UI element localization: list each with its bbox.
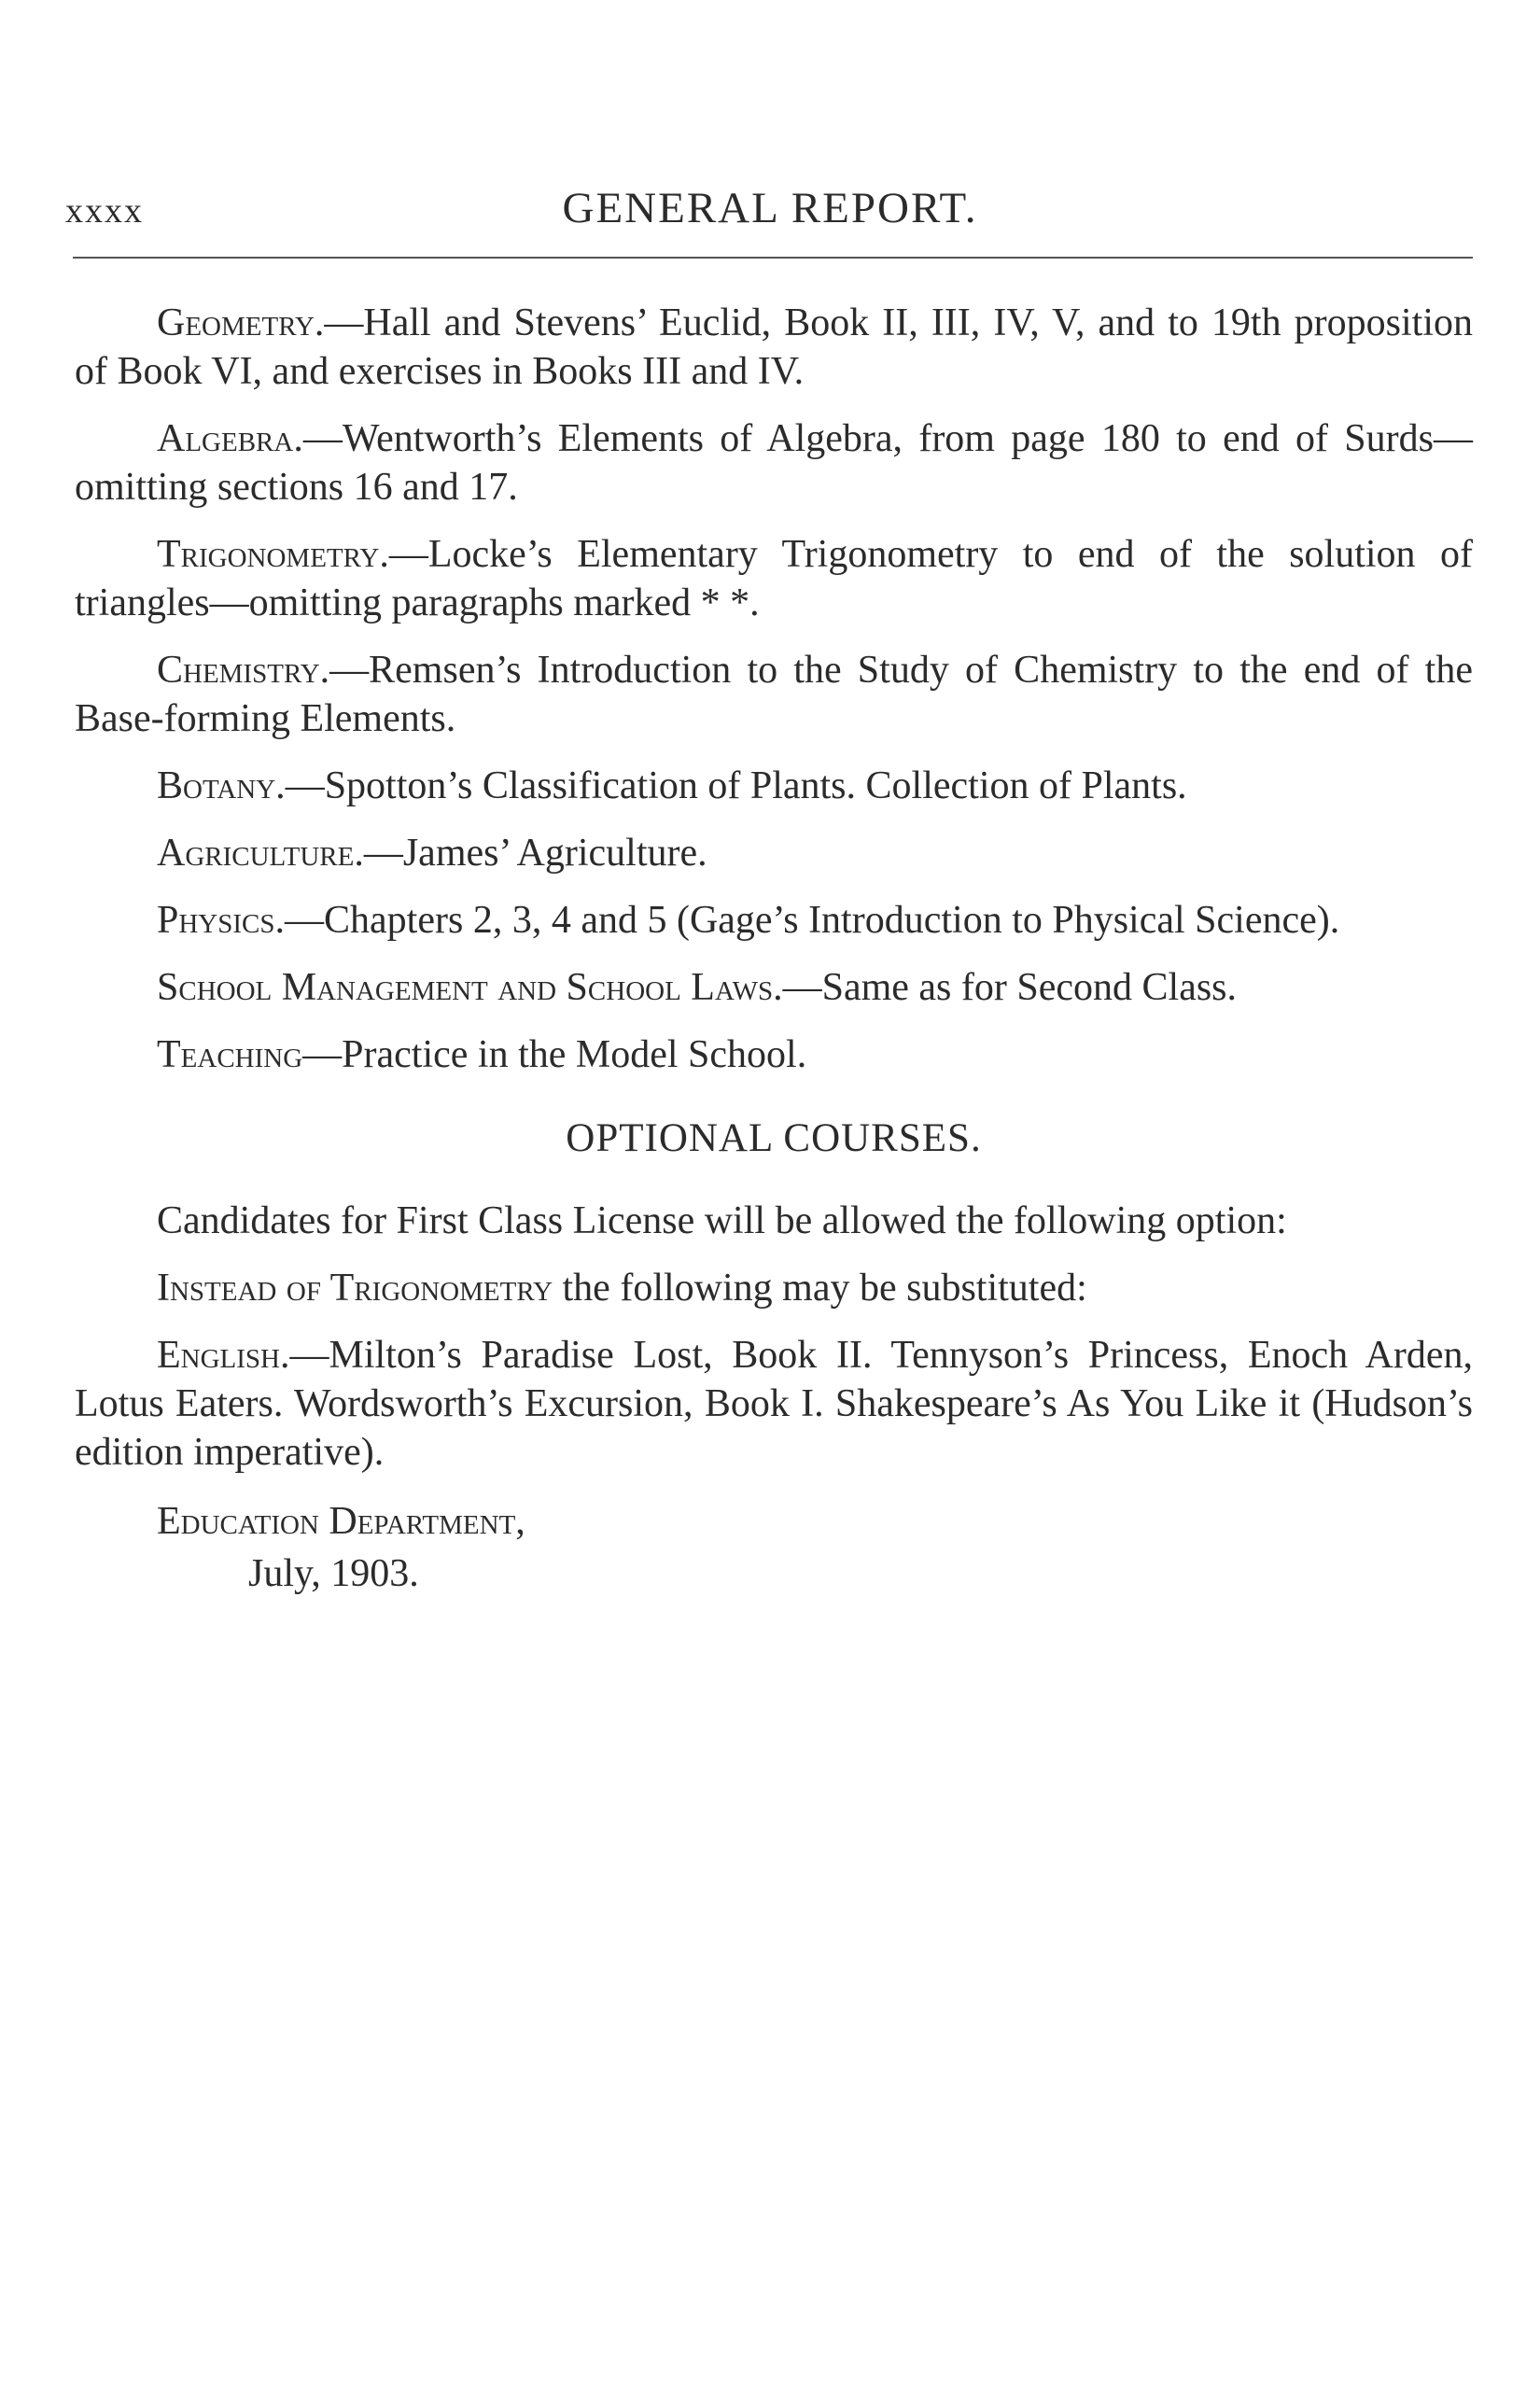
subject-label: Trigonometry. — [157, 533, 389, 576]
subject-label: Physics. — [157, 899, 286, 942]
signature-date: July, 1903. — [248, 1552, 419, 1595]
subject-label: Chemistry. — [157, 649, 330, 692]
subject-text: —Locke’s Elementary Trigonometry to end of the solution of triangles—omitting paragraphs marked * *. — [75, 533, 1473, 624]
section-heading-optional-courses: OPTIONAL COURSES. — [566, 1116, 982, 1160]
body-text — [75, 299, 1473, 1598]
subject-geometry — [75, 299, 1473, 396]
subject-agriculture — [75, 829, 1473, 877]
subject-text: —Practice in the Model School. — [302, 1033, 807, 1076]
subject-algebra — [75, 414, 1473, 511]
subject-label: Teaching — [157, 1033, 303, 1076]
subject-text: —Same as for Second Class. — [782, 966, 1238, 1009]
running-title: GENERAL REPORT. — [562, 184, 978, 232]
subject-label: School Management and School Laws. — [157, 966, 783, 1009]
optional-english — [75, 1331, 1473, 1477]
subject-physics — [75, 896, 1473, 945]
instead-label: Instead of Trigonometry — [157, 1267, 553, 1310]
subject-text: —Hall and Stevens’ Euclid, Book II, III, IV, V, and to 19th proposition of Book VI, and exercises in Books III and IV. — [75, 301, 1473, 393]
subject-text: —Spotton’s Classification of Plants. Collection of Plants. — [285, 764, 1187, 807]
subject-label: Agriculture. — [157, 832, 364, 875]
subject-botany — [75, 762, 1473, 810]
instead-text: the following may be substituted: — [553, 1267, 1087, 1310]
subject-trigonometry — [75, 530, 1473, 627]
subject-label: Geometry. — [157, 301, 325, 344]
signature-department: Education Department, — [157, 1500, 525, 1543]
subject-label: Algebra. — [157, 417, 303, 460]
subject-text: —Chapters 2, 3, 4 and 5 (Gage’s Introduction to Physical Science). — [285, 899, 1340, 942]
subject-text: —Remsen’s Introduction to the Study of Chemistry to the end of the Base-forming Elements. — [75, 649, 1473, 740]
page-number: xxxx — [65, 191, 144, 231]
english-label: English. — [157, 1334, 290, 1377]
subject-label: Botany. — [157, 764, 286, 807]
subject-teaching — [75, 1030, 1473, 1079]
page-header — [65, 183, 1475, 239]
subject-school-management — [75, 963, 1473, 1012]
optional-intro: Candidates for First Class License will be allowed the following option: — [157, 1199, 1287, 1242]
english-text: —Milton’s Paradise Lost, Book II. Tennyson’s Princess, Enoch Arden, Lotus Eaters. Wordsworth’s Excursion, Book I. Shakespeare’s As You Like it (Hudson’s edition imperative). — [75, 1334, 1473, 1474]
header-rule — [73, 257, 1473, 259]
subject-chemistry — [75, 646, 1473, 743]
subject-text: —Wentworth’s Elements of Algebra, from page 180 to end of Surds—omitting sections 16 and 17. — [75, 417, 1473, 509]
subject-text: —James’ Agriculture. — [363, 832, 707, 875]
optional-instead — [75, 1264, 1473, 1312]
